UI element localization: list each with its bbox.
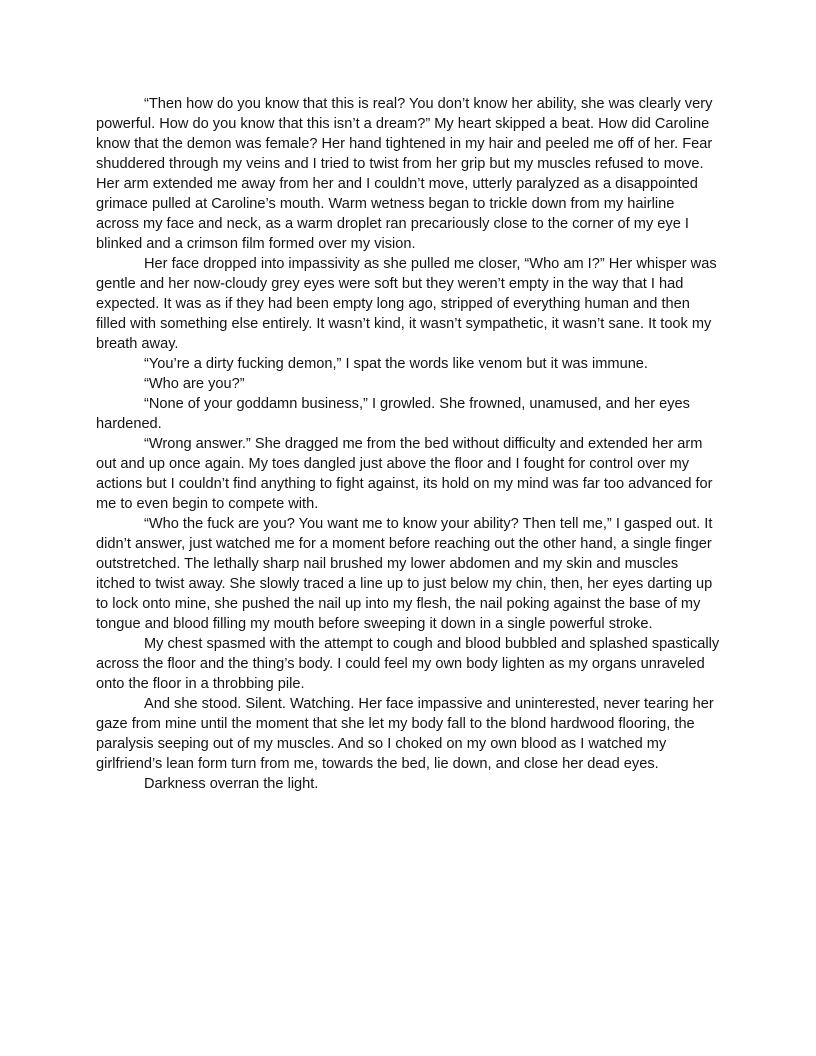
paragraph-3: “You’re a dirty fucking demon,” I spat the words like venom but it was immune. xyxy=(144,356,648,372)
paragraph-6: “Wrong answer.” She dragged me from the bed without difficulty and extended her arm out and up once again. My toes dangled just above the floor and I fought for control over my actions but I couldn’t find anything to fight against, its hold on my mind was far too advanced for me to even begin to compete with. xyxy=(96,436,713,512)
paragraph-5: “None of your goddamn business,” I growled. She frowned, unamused, and her eyes hardened. xyxy=(96,396,690,432)
paragraph-2: Her face dropped into impassivity as she pulled me closer, “Who am I?” Her whisper was gentle and her now-cloudy grey eyes were soft but they weren’t empty in the way that I had expected. It was as if they had been empty long ago, stripped of everything human and then filled with something else entirely. It wasn’t kind, it wasn’t sympathetic, it wasn’t sane. It took my breath away. xyxy=(96,256,717,352)
paragraph-10: Darkness overran the light. xyxy=(144,776,319,792)
paragraph-7: “Who the fuck are you? You want me to know your ability? Then tell me,” I gasped out. It didn’t answer, just watched me for a moment before reaching out the other hand, a single finger outstretched. The lethally sharp nail brushed my lower abdomen and my skin and muscles itched to twist away. She slowly traced a line up to just below my chin, then, her eyes darting up to lock onto mine, she pushed the nail up into my flesh, the nail poking against the base of my tongue and blood filling my mouth before sweeping it down in a single powerful stroke. xyxy=(96,516,713,632)
paragraph-1: “Then how do you know that this is real? You don’t know her ability, she was clearly very powerful. How do you know that this isn’t a dream?” My heart skipped a beat. How did Caroline know that the demon was female? Her hand tightened in my hair and peeled me off of her. Fear shuddered through my veins and I tried to twist from her grip but my muscles refused to move. Her arm extended me away from her and I couldn’t move, utterly paralyzed as a disappointed grimace pulled at Caroline’s mouth. Warm wetness began to trickle down from my hairline across my face and neck, as a warm droplet ran precariously close to the corner of my eye I blinked and a crimson film formed over my vision. xyxy=(96,96,713,252)
paragraph-4: “Who are you?” xyxy=(144,376,245,392)
paragraph-9: And she stood. Silent. Watching. Her face impassive and uninterested, never tearing her gaze from mine until the moment that she let my body fall to the blond hardwood flooring, the paralysis seeping out of my muscles. And so I choked on my own blood as I watched my girlfriend’s lean form turn from me, towards the bed, lie down, and close her dead eyes. xyxy=(96,696,714,772)
body-text xyxy=(96,94,720,794)
paragraph-8: My chest spasmed with the attempt to cough and blood bubbled and splashed spastically across the floor and the thing’s body. I could feel my own body lighten as my organs unraveled onto the floor in a throbbing pile. xyxy=(96,636,720,692)
